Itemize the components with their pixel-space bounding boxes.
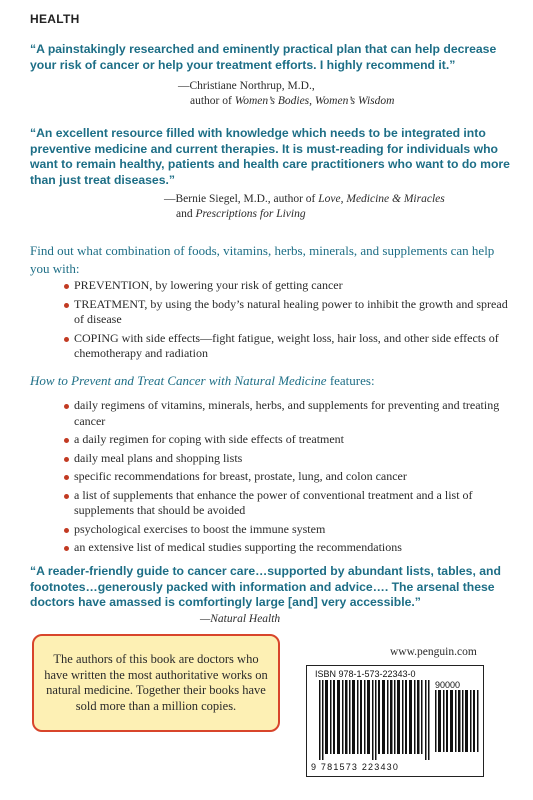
quote-natural-health xyxy=(30,564,510,611)
bullet-icon xyxy=(64,475,69,480)
list-item: psychological exercises to boost the immune system xyxy=(74,522,514,538)
bullet-icon xyxy=(64,546,69,551)
quote-siegel-book-line xyxy=(176,207,306,222)
features-suffix: features: xyxy=(326,373,375,388)
quote-natural-health-text: “A reader-friendly guide to cancer care…supported by abundant lists, tables, and footnotes…generously packed with information and advice…. The arsenal these doctors have amassed is comfortingly large [and] very accessible.” xyxy=(30,564,501,609)
bullet-icon xyxy=(64,528,69,533)
benefits-list xyxy=(74,278,514,365)
addon-barcode-icon xyxy=(435,690,479,752)
bullet-icon xyxy=(64,404,69,409)
quote-northrup xyxy=(30,42,510,73)
isbn-text: ISBN 978-1-573-22343-0 xyxy=(315,669,416,679)
quote-natural-health-source: —Natural Health xyxy=(200,613,281,625)
barcode-icon xyxy=(319,680,431,760)
list-item: specific recommendations for breast, prostate, lung, and colon cancer xyxy=(74,469,514,485)
quote-siegel-and: and xyxy=(176,208,196,220)
list-item: a list of supplements that enhance the power of conventional treatment and a list of supplements that should be avoided xyxy=(74,488,514,519)
list-item: daily regimens of vitamins, minerals, herbs, and supplements for preventing and treating cancer xyxy=(74,398,514,429)
features-heading xyxy=(30,372,520,389)
list-item: TREATMENT, by using the body’s natural healing power to inhibit the growth and spread of disease xyxy=(74,297,514,328)
quote-siegel-author-line xyxy=(164,192,445,207)
quote-siegel-book1: Love, Medicine & Miracles xyxy=(318,193,445,205)
intro-text: Find out what combination of foods, vitamins, herbs, minerals, and supplements can help you with: xyxy=(30,243,495,276)
barcode-digits: 9 781573 223430 xyxy=(311,762,400,772)
bullet-icon xyxy=(64,494,69,499)
barcode-panel xyxy=(306,665,484,777)
list-item: COPING with side effects—fight fatigue, weight loss, hair loss, and other side effects of chemotherapy and radiation xyxy=(74,331,514,362)
quote-northrup-text: “A painstakingly researched and eminently practical plan that can help decrease your risk of cancer or help your treatment efforts. I highly recommend it.” xyxy=(30,42,497,72)
bullet-icon xyxy=(64,438,69,443)
bullet-icon xyxy=(64,457,69,462)
list-item: an extensive list of medical studies supporting the recommendations xyxy=(74,540,514,556)
list-item: PREVENTION, by lowering your risk of getting cancer xyxy=(74,278,514,294)
quote-northrup-author: —Christiane Northrup, M.D., xyxy=(178,80,315,92)
list-item: a daily regimen for coping with side effects of treatment xyxy=(74,432,514,448)
quote-siegel-text: “An excellent resource filled with knowledge which needs to be integrated into preventive medicine and current therapies. It is must-reading for individuals who want to remain healthy, patients and health care practitioners who want to do more than just treat diseases.” xyxy=(30,126,510,187)
quote-northrup-prefix: author of xyxy=(190,95,235,107)
publisher-website: www.penguin.com xyxy=(390,646,477,658)
quote-siegel-author: —Bernie Siegel, M.D., author of xyxy=(164,193,319,205)
bullet-icon xyxy=(64,303,69,308)
quote-northrup-book: Women’s Bodies, Women’s Wisdom xyxy=(234,95,395,107)
quote-northrup-book-line xyxy=(190,94,394,109)
authors-callout xyxy=(32,634,280,732)
quote-siegel xyxy=(30,126,510,188)
features-book-title: How to Prevent and Treat Cancer with Natural Medicine xyxy=(30,373,327,388)
authors-callout-text: The authors of this book are doctors who have written the most authoritative works on natural medicine. Together their books have sold more than a million copies. xyxy=(44,652,268,713)
bullet-icon xyxy=(64,284,69,289)
price-code: 90000 xyxy=(435,680,461,690)
features-list xyxy=(74,398,514,559)
category-label: HEALTH xyxy=(30,12,80,26)
quote-siegel-book2: Prescriptions for Living xyxy=(195,208,306,220)
list-item: daily meal plans and shopping lists xyxy=(74,451,514,467)
bullet-icon xyxy=(64,337,69,342)
